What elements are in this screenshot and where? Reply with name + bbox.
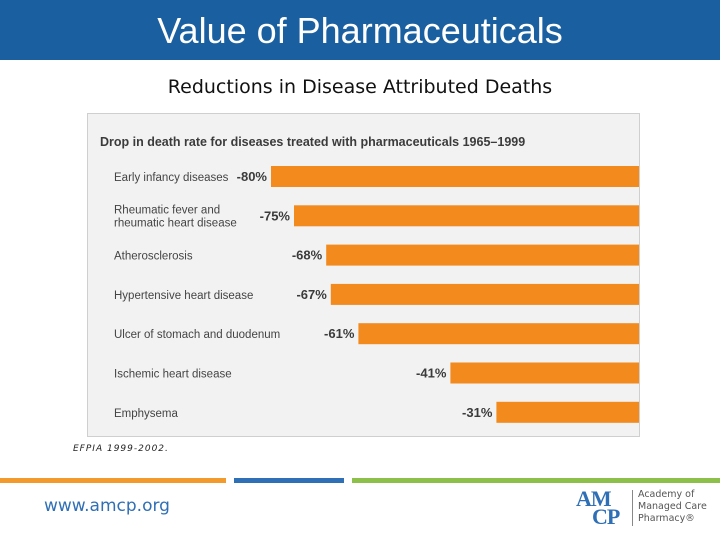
data-label: -67% bbox=[296, 286, 327, 302]
footer-line-orange bbox=[0, 478, 226, 483]
category-label: Hypertensive heart disease bbox=[114, 289, 254, 302]
data-label: -68% bbox=[291, 247, 323, 263]
slide-title: Value of Pharmaceuticals bbox=[157, 10, 563, 51]
chart-frame bbox=[87, 113, 640, 437]
category-label: Early infancy diseases bbox=[114, 172, 229, 184]
logo-mark-bottom: CP bbox=[592, 504, 620, 529]
bar bbox=[326, 245, 639, 266]
data-label: -41% bbox=[416, 365, 447, 381]
category-label: Rheumatic fever and rheumatic heart disease bbox=[114, 204, 237, 230]
category-label: Emphysema bbox=[114, 407, 178, 420]
amcp-logo bbox=[576, 486, 716, 530]
category-label: Ulcer of stomach and duodenum bbox=[114, 329, 281, 342]
bar bbox=[331, 284, 639, 305]
category-label: Ischemic heart disease bbox=[114, 368, 232, 381]
bar bbox=[358, 323, 639, 344]
logo-text-line: Pharmacy® bbox=[638, 513, 695, 524]
bar-chart bbox=[88, 114, 639, 436]
bar bbox=[496, 402, 639, 423]
footer-line-green bbox=[352, 478, 720, 483]
category-label: Atherosclerosis bbox=[114, 250, 193, 263]
bar bbox=[294, 205, 639, 226]
slide-subtitle: Reductions in Disease Attributed Deaths bbox=[167, 76, 553, 98]
amcp-logo-mark bbox=[576, 486, 628, 530]
title-bar bbox=[0, 0, 720, 60]
logo-text-line: Academy of bbox=[638, 489, 695, 500]
website-link[interactable]: www.amcp.org bbox=[44, 496, 170, 516]
bar bbox=[450, 363, 639, 384]
data-label: -31% bbox=[462, 404, 493, 420]
data-label: -80% bbox=[236, 169, 267, 184]
data-label: -61% bbox=[324, 326, 355, 342]
footer-lines bbox=[0, 478, 720, 484]
footer-line-blue bbox=[234, 478, 344, 483]
logo-divider bbox=[632, 490, 633, 526]
source-note: EFPIA 1999-2002. bbox=[73, 444, 169, 454]
chart-title: Drop in death rate for diseases treated with pharmaceuticals 1965–1999 bbox=[100, 135, 526, 149]
logo-text-line: Managed Care bbox=[638, 501, 707, 512]
bar bbox=[271, 166, 639, 187]
logo-text bbox=[638, 489, 718, 525]
logo-mark-top: AM bbox=[576, 486, 611, 511]
data-label: -75% bbox=[259, 208, 290, 224]
